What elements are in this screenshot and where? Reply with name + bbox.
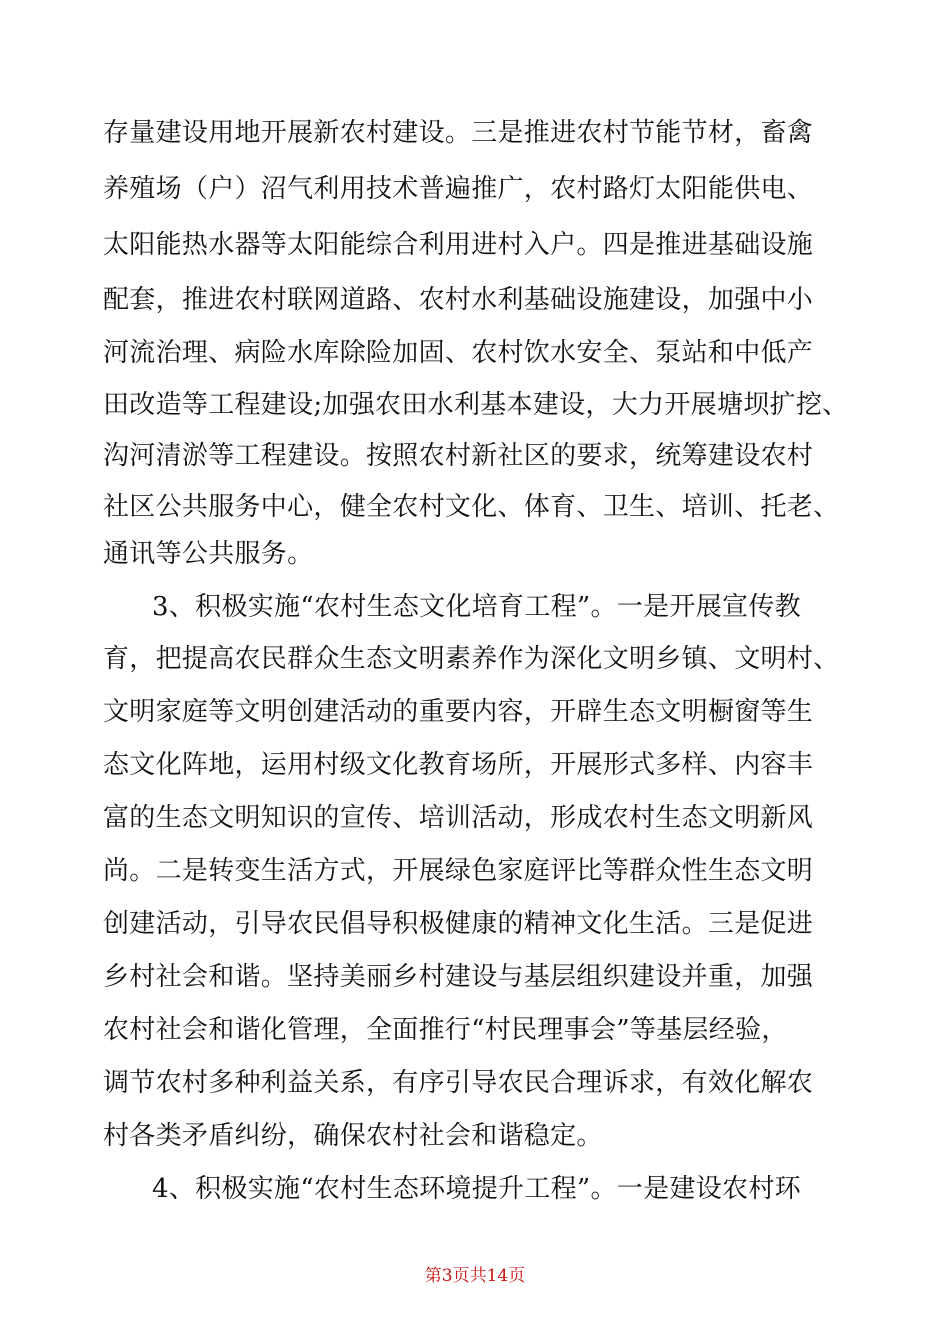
paragraph-start-line: 4、积极实施“农村生态环境提升工程”。一是建设农村环 xyxy=(152,1174,801,1204)
text-line: 存量建设用地开展新农村建设。三是推进农村节能节材，畜禽 xyxy=(103,118,814,148)
text-line: 育，把提高农民群众生态文明素养作为深化文明乡镇、文明村、 xyxy=(103,644,840,674)
text-line: 田改造等工程建设;加强农田水利基本建设，大力开展塘坝扩挖、 xyxy=(103,390,849,420)
text-line: 富的生态文明知识的宣传、培训活动，形成农村生态文明新风 xyxy=(103,803,814,833)
text-line: 文明家庭等文明创建活动的重要内容，开辟生态文明橱窗等生 xyxy=(103,697,814,727)
text-line: 尚。二是转变生活方式，开展绿色家庭评比等群众性生态文明 xyxy=(103,856,814,886)
text-line: 社区公共服务中心，健全农村文化、体育、卫生、培训、托老、 xyxy=(103,492,840,522)
text-line: 农村社会和谐化管理，全面推行“村民理事会”等基层经验， xyxy=(103,1015,788,1045)
text-line: 河流治理、病险水库除险加固、农村饮水安全、泵站和中低产 xyxy=(103,338,814,368)
text-line: 沟河清淤等工程建设。按照农村新社区的要求，统筹建设农村 xyxy=(103,441,814,471)
text-line: 太阳能热水器等太阳能综合利用进村入户。四是推进基础设施 xyxy=(103,230,814,260)
text-line: 态文化阵地，运用村级文化教育场所，开展形式多样、内容丰 xyxy=(103,750,814,780)
text-line: 养殖场（户）沼气利用技术普遍推广，农村路灯太阳能供电、 xyxy=(103,174,814,204)
text-line: 调节农村多种利益关系，有序引导农民合理诉求，有效化解农 xyxy=(103,1068,814,1098)
text-line: 通讯等公共服务。 xyxy=(103,539,314,569)
text-line: 配套，推进农村联网道路、农村水利基础设施建设，加强中小 xyxy=(103,285,814,315)
page-number-footer: 第3页共14页 xyxy=(424,1266,526,1286)
paragraph-start-line: 3、积极实施“农村生态文化培育工程”。一是开展宣传教 xyxy=(152,592,801,622)
text-line: 乡村社会和谐。坚持美丽乡村建设与基层组织建设并重，加强 xyxy=(103,962,814,992)
text-line: 创建活动，引导农民倡导积极健康的精神文化生活。三是促进 xyxy=(103,909,814,939)
text-line: 村各类矛盾纠纷，确保农村社会和谐稳定。 xyxy=(103,1121,603,1151)
